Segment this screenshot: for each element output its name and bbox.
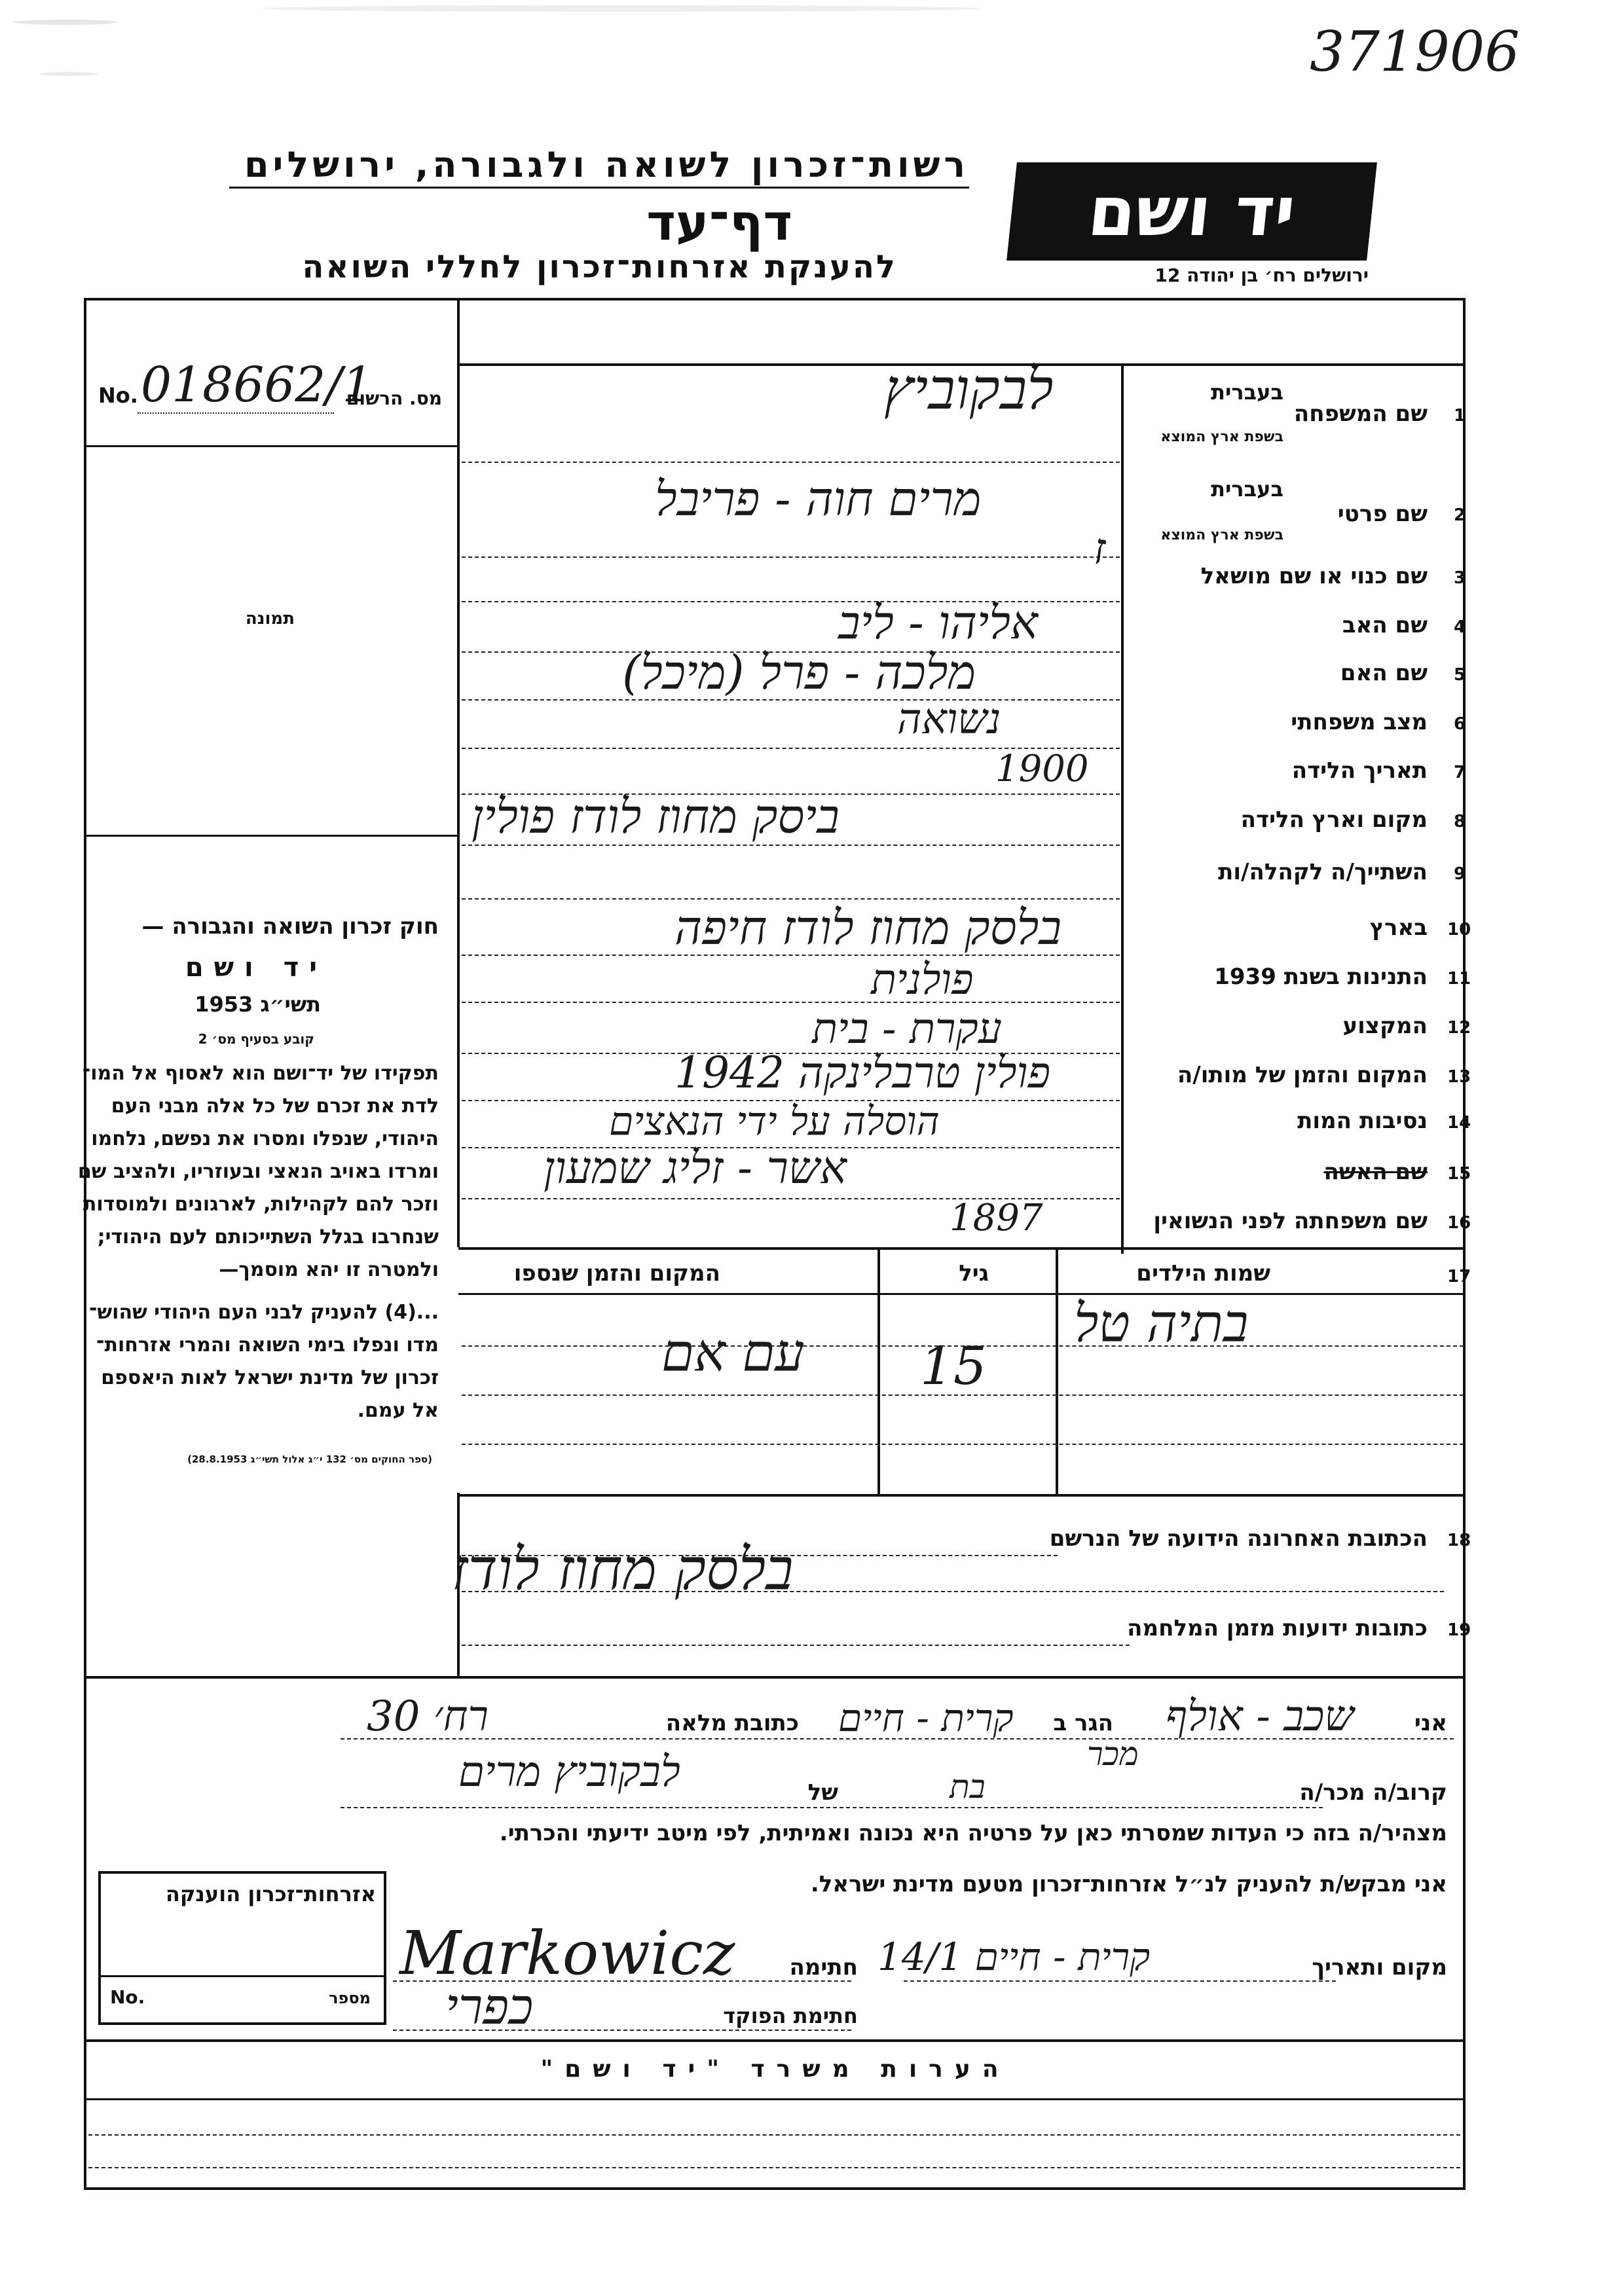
- field-line: [462, 462, 1120, 463]
- address-18-label: הכתובת האחרונה הידועה של הנרשם: [1049, 1525, 1428, 1552]
- address-line: [462, 1591, 1444, 1592]
- law-name: יד ושם: [185, 953, 327, 983]
- field-value-death-circumstances: הוסלה על ידי הנאצים: [609, 1099, 940, 1144]
- law-year: תשי״ג 1953: [194, 992, 321, 1017]
- children-bottom-rule: [458, 1494, 1466, 1497]
- decl-line: [341, 1738, 1454, 1740]
- field-num: 5: [1454, 665, 1466, 685]
- citizenship-divider: [101, 1975, 384, 1977]
- notes-top-rule: [85, 2039, 1466, 2042]
- document-subtitle: להענקת אזרחות־זכרון לחללי השואה: [302, 249, 897, 285]
- field-num: 13: [1447, 1067, 1471, 1087]
- field-num: 7: [1454, 763, 1466, 782]
- address-18-num: 18: [1447, 1531, 1471, 1550]
- field-value-first-name: מרים חוה - פריבל: [655, 471, 982, 526]
- field-num: 10: [1447, 920, 1471, 939]
- children-col-divider-2: [1056, 1247, 1058, 1496]
- field-value-nickname: ז: [1094, 524, 1106, 574]
- children-col-place: המקום והזמן שנספו: [513, 1260, 720, 1286]
- label-column-divider: [1121, 363, 1124, 1254]
- field-value-birth-date: 1900: [995, 748, 1089, 790]
- decl-line: [341, 1807, 1323, 1808]
- header-address: ירושלים רח׳ בן יהודה 12: [1154, 264, 1369, 286]
- field-num: 3: [1454, 568, 1466, 588]
- notes-line: [88, 2134, 1460, 2136]
- decl-street: רח׳ 30: [367, 1692, 489, 1741]
- decl-of-name: לבקוביץ מרים: [458, 1748, 680, 1796]
- citizenship-title: אזרחות־זכרון הוענקה: [165, 1882, 376, 1906]
- logo-text: יד ושם: [1084, 172, 1299, 251]
- field-label: התנינות בשנת 1939: [1214, 964, 1428, 990]
- children-top-rule: [458, 1247, 1466, 1250]
- notes-header-rule: [85, 2098, 1466, 2100]
- archive-number: 371906: [1310, 20, 1520, 84]
- field-value-marital-status: נשואה: [897, 695, 1001, 744]
- notes-line: [88, 2167, 1460, 2168]
- law-clause: קובע בסעיף מס׳ 2: [198, 1031, 314, 1047]
- decl-ani: אני: [1414, 1710, 1447, 1736]
- field-num: 11: [1447, 969, 1471, 989]
- address-19-num: 19: [1447, 1620, 1471, 1640]
- native-label-1: בשפת ארץ המוצא: [1160, 429, 1283, 445]
- field-value-death-place-time: פולין טרבלינקה 1942: [674, 1048, 1051, 1098]
- decl-line: [904, 1980, 1336, 1982]
- decl-resides-in: הגר ב: [1053, 1710, 1113, 1736]
- field-num: 6: [1454, 714, 1466, 734]
- decl-name: שכב - אולף: [1166, 1692, 1354, 1741]
- children-col-age: גיל: [959, 1260, 989, 1286]
- registration-rule: [85, 445, 458, 447]
- decl-signature-label: חתימה: [789, 1954, 858, 1980]
- field-label: שם כנוי או שם מושאל: [1200, 563, 1428, 589]
- field-label: תאריך הלידה: [1291, 757, 1428, 784]
- children-line: [462, 1394, 1464, 1396]
- registration-underline: [138, 412, 334, 414]
- decl-relation: מכר: [1087, 1735, 1139, 1773]
- child-place: עם אם: [661, 1322, 805, 1383]
- children-line: [462, 1444, 1464, 1445]
- law-text: תפקידו של יד־ושם הוא לאסוף אל המו־ לדת את זכרם של כל אלה מבני העם היהודי, שנפלו ומסרו את נפשם, נלחמו ומרדו באויב הנאצי ובעוזריו, ולהציב שם וזכר להם לקהילות, לארגונים ולמוסדות שנחרבו בגלל השתייכותם לעם היהודי; ולמטרה זו יהא מוסמך—: [77, 1062, 439, 1281]
- native-label-2: בשפת ארץ המוצא: [1160, 527, 1283, 543]
- registration-number: 018662/1: [141, 357, 373, 413]
- decl-relation-label: קרוב/ה מכר/ה: [1299, 1779, 1447, 1806]
- field-value-father: אליהו - ליב: [838, 596, 1039, 649]
- hebrew-label-2: בעברית: [1211, 477, 1283, 501]
- child-name: בתיה טל: [1074, 1293, 1249, 1354]
- field-num: 15: [1447, 1164, 1471, 1184]
- field-label: שם משפחתה לפני הנשואין: [1153, 1208, 1428, 1234]
- citizenship-no: No.: [110, 1986, 145, 2008]
- law-title: חוק זכרון השואה והגבורה —: [141, 913, 439, 939]
- org-line: רשות־זכרון לשואה ולגבורה, ירושלים: [244, 144, 969, 185]
- address-line: [462, 1555, 1058, 1556]
- decl-city: קרית - חיים: [838, 1696, 1014, 1740]
- decl-line: [393, 2030, 851, 2031]
- field-num: 4: [1454, 617, 1466, 637]
- decl-statement: מצהיר/ה בזה כי העדות שמסרתי כאן על פרטיה היא נכונה ואמיתית, לפי מיטב ידיעתי והכרתי.: [499, 1820, 1447, 1846]
- field-label: השתייך/ה לקהלה/ות: [1218, 859, 1428, 885]
- scan-noise: [262, 5, 982, 12]
- law-source: (ספר החוקים מס׳ 132 י״ג אלול תשי״ג 28.8.1953): [187, 1453, 432, 1465]
- children-line: [462, 1345, 1464, 1347]
- field-label: שם האשה: [1323, 1159, 1428, 1185]
- field-num: 2: [1454, 505, 1466, 525]
- field-num: 12: [1447, 1018, 1471, 1038]
- document-title: דף־עד: [646, 193, 792, 251]
- decl-bat: בת: [950, 1768, 986, 1806]
- field-line: [462, 1002, 1120, 1003]
- field-value-maiden-name: 1897: [950, 1197, 1043, 1239]
- scan-noise: [13, 20, 118, 25]
- office-notes-title: הערות משרד "יד ושם": [540, 2056, 1010, 2083]
- field-num: 14: [1447, 1113, 1471, 1133]
- address-19-label: כתובות ידועות מזמן המלחמה: [1127, 1615, 1428, 1641]
- hebrew-label-1: בעברית: [1211, 380, 1283, 405]
- field-label: שם פרטי: [1337, 501, 1428, 527]
- field-value-country: בלסק מחוז לודז חיפה: [674, 900, 1062, 955]
- org-underline: [229, 187, 969, 189]
- field-line: [462, 845, 1120, 846]
- field-num: 9: [1454, 864, 1466, 884]
- children-col-names: שמות הילדים: [1136, 1260, 1270, 1286]
- children-header-rule: [458, 1293, 1466, 1295]
- law-text-2: ...(4) להעניק לבני העם היהודי שהוש־ מדו ונפלו בימי השואה והמרי אזרחות־ זכרון של מדינת ישראל לאות היאספם אל עמם.: [88, 1301, 439, 1422]
- decl-verifier-signature: כפרי: [445, 1977, 534, 2035]
- field-value-birth-place: ביסק מחוז לודז פולין: [471, 789, 840, 844]
- field-line: [462, 955, 1120, 956]
- field-num: 16: [1447, 1213, 1471, 1233]
- yad-vashem-logo: [1006, 162, 1377, 261]
- field-line: [462, 699, 1120, 701]
- field-label: המקצוע: [1342, 1013, 1428, 1039]
- decl-of: של: [807, 1779, 838, 1806]
- field-value-mother: מלכה - פרל (מיכל): [622, 645, 976, 700]
- registration-no-label: No.: [98, 383, 138, 408]
- decl-full-address: כתובת מלאה: [665, 1710, 799, 1736]
- field-value-family-name: לבקוביץ: [884, 357, 1054, 422]
- field-label: בארץ: [1369, 915, 1428, 941]
- children-section-num: 17: [1447, 1267, 1471, 1286]
- decl-signature: Markowicz: [399, 1918, 735, 1988]
- field-num: 8: [1454, 812, 1466, 831]
- child-age: 15: [920, 1336, 987, 1396]
- decl-place-date-label: מקום ותאריך: [1312, 1954, 1447, 1980]
- citizenship-number-label: מספר: [329, 1989, 371, 2007]
- field-value-profession: עקרת - בית: [812, 1005, 1002, 1053]
- field-label: המקום והזמן של מותו/ה: [1177, 1062, 1428, 1088]
- photo-rule: [85, 835, 458, 837]
- address-bottom-rule: [85, 1676, 1466, 1679]
- field-label: מקום וארץ הלידה: [1240, 807, 1428, 833]
- decl-request: אני מבקש/ת להעניק לנ״ל אזרחות־זכרון מטעם מדינת ישראל.: [810, 1871, 1447, 1897]
- field-line: [462, 898, 1120, 900]
- address-18-value: בלסק מחוז לודז: [452, 1535, 794, 1603]
- field-label: נסיבות המות: [1297, 1108, 1428, 1134]
- field-label: שם האב: [1342, 612, 1428, 638]
- field-num: 1: [1454, 406, 1466, 426]
- address-line: [462, 1645, 1130, 1646]
- registration-label: מס. הרשום: [346, 388, 442, 409]
- children-col-divider-1: [877, 1247, 880, 1496]
- field-line: [462, 556, 1120, 558]
- decl-place-date: קרית - חיים 14/1: [877, 1935, 1151, 1979]
- field-value-citizenship: פולנית: [871, 956, 974, 1004]
- decl-verifier-label: חתימת הפוקד: [723, 2003, 858, 2028]
- field-label: שם המשפחה: [1293, 401, 1428, 427]
- field-value-spouse: אשר - זליג שמעון: [544, 1142, 847, 1194]
- citizenship-box: [98, 1871, 386, 2025]
- left-column-divider: [457, 298, 460, 1247]
- field-label: מצב משפחתי: [1291, 709, 1428, 735]
- photo-label: תמונה: [245, 609, 295, 629]
- field-label: שם האם: [1340, 660, 1428, 686]
- scan-noise: [39, 72, 98, 76]
